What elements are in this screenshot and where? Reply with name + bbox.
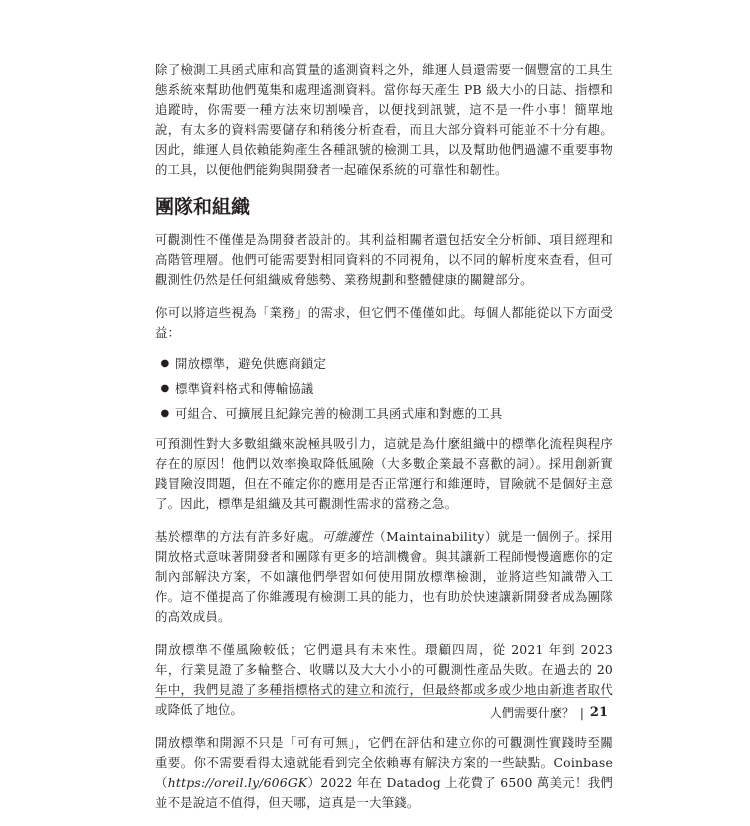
benefits-list xyxy=(155,354,613,424)
running-title: 人們需要什麼？ xyxy=(489,706,574,720)
list-item-text: 開放標準，避免供應商鎖定 xyxy=(175,356,327,371)
text-run: 基於標準的方法有許多好處。 xyxy=(155,529,322,544)
list-item xyxy=(155,404,613,424)
list-item-text: 可組合、可擴展且紀錄完善的檢測工具函式庫和對應的工具 xyxy=(175,406,503,421)
bullet-icon: ● xyxy=(160,358,170,369)
paragraph-business-needs: 你可以將這些視為「業務」的需求，但它們不僅僅如此。每個人都能從以下方面受益： xyxy=(155,305,613,340)
intro-paragraph: 除了檢測工具函式庫和高質量的遙測資料之外，維運人員還需要一個豐富的工具生態系統來幫助他們蒐集和處理遙測資料。當你每天產生 PB 級大小的日誌、指標和追蹤時，你需要一種方法來切割噪音，以便找到訊號，這不是一件小事！簡單地說，有太多的資料需要儲存和稍後分析查看，而且大部分資料可能並不十分有趣。因此，維運人員依賴能夠產生各種訊號的檢測工具，以及幫助他們過濾不重要事物的工具，以便他們能夠與開發者一起確保系統的可靠性和韌性。 xyxy=(155,62,613,177)
text-run: 開放標準和開源不只是「可有可無」，它們在評估和建立你的可觀測性實踐時至關重要。你不需要看得太遠就能看到完全依賴專有解決方案的一些缺點。Coinbase（ xyxy=(155,735,613,790)
bullet-icon: ● xyxy=(160,408,170,419)
paragraph-future-proof: 開放標準不僅風險較低；它們還具有未來性。環顧四周，從 2021 年到 2023 年，行業見證了多輪整合、收購以及大大小小的可觀測性產品失敗。在過去的 20 年中，我們見證了多種指標格式的建立和流行，但最終都或多或少地由新進者取代或降低了地位。 xyxy=(155,642,613,717)
bullet-icon: ● xyxy=(160,383,170,394)
text-run: （Maintainability）就是一個例子。採用開放格式意味著開發者和團隊有更多的培訓機會。與其讓新工程師慢慢適應你的定制內部解決方案，不如讓他們學習如何使用開放標準檢測，並將這些知識帶入工作。這不僅提高了你維護現有檢測工具的能力，也有助於快速讓新開發者成為團隊的高效成員。 xyxy=(155,529,613,624)
page-number: 21 xyxy=(589,705,608,720)
list-item-text: 標準資料格式和傳輸協議 xyxy=(175,381,314,396)
list-item xyxy=(155,379,613,399)
emphasis-term: 可維護性 xyxy=(321,529,374,544)
footer-separator: | xyxy=(579,705,584,720)
text-run: ）2022 年在 Datadog 上花費了 6500 萬美元！我們並不是說這不值得，但天哪，這真是一大筆錢。 xyxy=(155,775,614,810)
paragraph-open-source xyxy=(155,733,613,813)
paragraph-predictability: 可預測性對大多數組織來說極具吸引力，這就是為什麼組織中的標準化流程與程序存在的原因！他們以效率換取降低風險（大多數企業最不喜歡的詞）。採用創新實踐冒險沒問題，但在不確定你的應用是否正常運行和維運時，冒險就不是個好主意了。因此，標準是組織及其可觀測性需求的當務之急。 xyxy=(155,436,613,511)
reference-link[interactable]: https://oreil.ly/606GK xyxy=(167,775,308,790)
page-footer xyxy=(490,704,608,721)
footer-divider xyxy=(155,697,609,698)
paragraph-stakeholders: 可觀測性不僅僅是為開發者設計的。其利益相關者還包括安全分析師、項目經理和高階管理層。他們可能需要對相同資料的不同視角，以不同的解析度來查看，但可觀測性仍然是任何組織威脅態勢、業務規劃和整體健康的關鍵部分。 xyxy=(155,232,613,287)
list-item xyxy=(155,354,613,374)
section-heading: 團隊和組織 xyxy=(155,196,251,218)
paragraph-maintainability xyxy=(155,527,613,627)
